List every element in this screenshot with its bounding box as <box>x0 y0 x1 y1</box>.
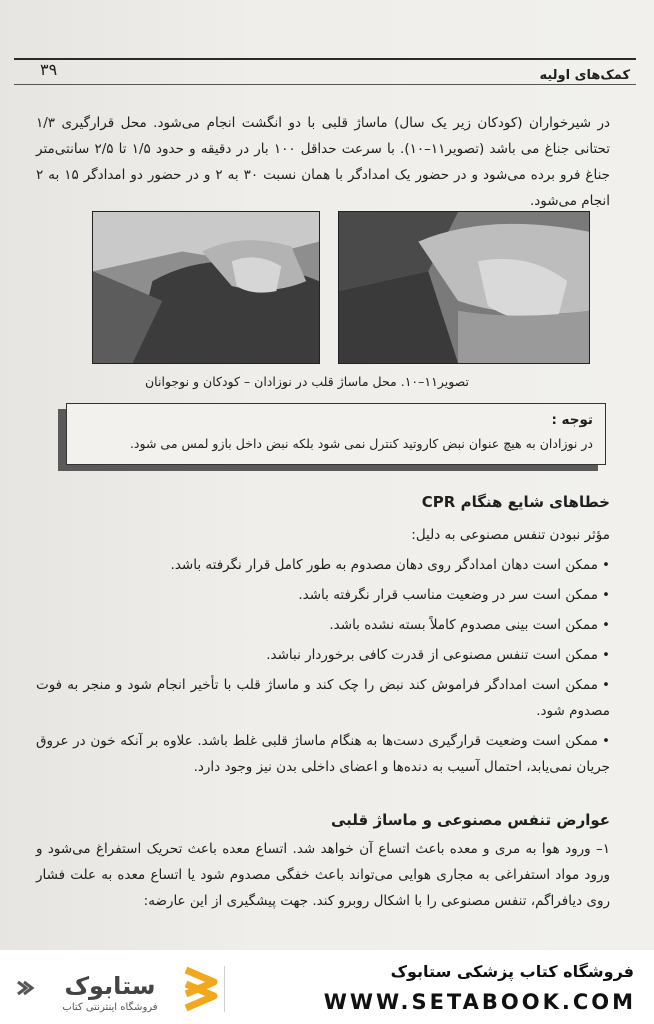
note-box <box>58 403 606 471</box>
footer-shop-name: فروشگاه کتاب پزشکی ستابوک <box>390 962 634 981</box>
header-top-rule <box>14 58 636 60</box>
note-content <box>66 403 606 465</box>
footer-divider <box>224 966 225 1012</box>
errors-heading: خطاهای شایع هنگام CPR <box>421 493 610 511</box>
page-header <box>14 58 636 88</box>
page-number: ۳۹ <box>40 60 58 79</box>
store-footer <box>0 950 654 1024</box>
header-bottom-rule <box>14 84 636 85</box>
list-item: •ممکن است تنفس مصنوعی از قدرت کافی برخوردار نباشد. <box>266 647 610 663</box>
complications-heading: عوارض تنفس مصنوعی و ماساژ قلبی <box>331 811 610 829</box>
figure-photos <box>92 211 590 364</box>
intro-paragraph: در شیرخواران (کودکان زیر یک سال) ماساژ قلبی با دو انگشت انجام می‌شود. محل قرارگیری ۱/۳ تحتانی جناغ می باشد (تصویر۱۱–۱۰). با سرعت حداقل ۱۰۰ بار در دقیقه و حدود ۱/۵ تا ۲/۵ سانتی‌متر جناغ فرو برده می‌شود و در حضور یک امدادگر با همان نسبت ۳۰ به ۲ و در حضور دو امدادگر ۱۵ به ۲ انجام می‌شود. <box>36 115 611 209</box>
list-item: •ممکن است دهان امدادگر روی دهان مصدوم به طور کامل قرار نگرفته باشد. <box>170 557 610 573</box>
list-item: •ممکن است بینی مصدوم کاملاً بسته نشده باشد. <box>329 617 610 633</box>
note-title: توجه : <box>551 412 593 428</box>
complications-paragraph: ۱– ورود هوا به مری و معده باعث اتساع آن خواهد شد. اتساع معده باعث تحریک استفراغ می‌شود و ورود مواد استفراغی به مجاری هوایی می‌تواند باعث خفگی مصدوم شود یا اتساع معده به علت فشار روی دیافراگم، تنفس مصنوعی را با اشکال روبرو کند. جهت پیشگیری از این عارضه: <box>36 841 610 909</box>
errors-list <box>36 522 610 780</box>
logo-chevron-icon <box>186 970 214 1008</box>
photo-adult-compression <box>92 211 320 364</box>
list-item: •ممکن است امدادگر فراموش کند نبض را چک کند و ماساژ قلب با تأخیر انجام شود و منجر به فوت مصدوم شود. <box>36 677 610 719</box>
setabook-logo[interactable] <box>10 960 222 1016</box>
note-text: در نوزادان به هیچ عنوان نبض کاروتید کنترل نمی شود بلکه نبض داخل بازو لمس می شود. <box>129 436 593 451</box>
svg-text:فروشگاه اینترنتی کتاب: فروشگاه اینترنتی کتاب <box>62 1002 158 1013</box>
footer-url[interactable]: WWW.SETABOOK.COM <box>323 990 636 1014</box>
photo-infant-compression <box>338 211 590 364</box>
running-title: کمک‌های اولیه <box>539 68 630 83</box>
svg-text:ستابوک: ستابوک <box>64 972 156 1000</box>
list-item: •ممکن است سر در وضعیت مناسب قرار نگرفته باشد. <box>298 587 610 603</box>
figure-caption: تصویر۱۱–۱۰. محل ماساژ قلب در نوزادان – کودکان و نوجوانان <box>145 374 469 389</box>
errors-intro: مؤثر نبودن تنفس مصنوعی به دلیل: <box>411 527 610 543</box>
list-item: •ممکن است وضعیت قرارگیری دست‌ها به هنگام ماساژ قلبی غلط باشد. علاوه بر آنکه خون در عروق جریان نمی‌یابد، احتمال آسیب به دنده‌ها و اعضای داخلی بدن نیز وجود دارد. <box>36 733 610 775</box>
